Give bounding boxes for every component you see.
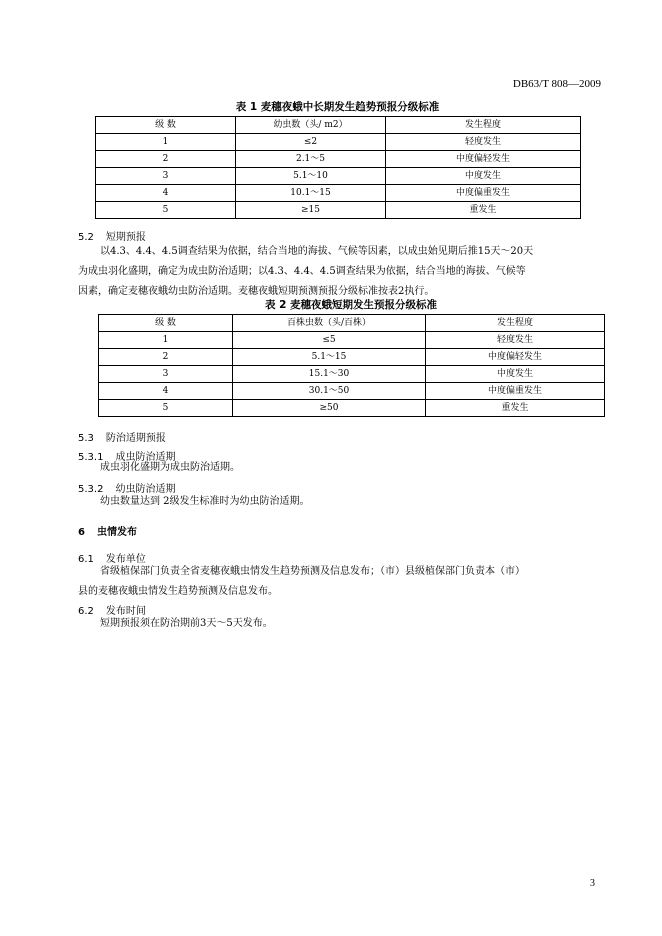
table-cell: 2 bbox=[96, 151, 236, 168]
table-cell: 中度偏轻发生 bbox=[386, 151, 581, 168]
table-cell: 30.1～50 bbox=[233, 383, 426, 400]
table-cell: ≥50 bbox=[233, 400, 426, 417]
table-cell: 1 bbox=[99, 332, 233, 349]
section-title: 成虫防治适期 bbox=[115, 452, 176, 463]
table-cell: 5.1～15 bbox=[233, 349, 426, 366]
table-cell: 中度偏重发生 bbox=[426, 383, 605, 400]
table-row bbox=[96, 185, 581, 202]
section-5-3-2-text: 幼虫数量达到 2级发生标准时为幼虫防治适期。 bbox=[100, 496, 310, 507]
paragraph-line: 县的麦穗夜蛾虫情发生趋势预测及信息发布。 bbox=[78, 586, 278, 597]
table-row bbox=[99, 383, 605, 400]
table-cell: 中度偏重发生 bbox=[386, 185, 581, 202]
section-number: 5.3.2 bbox=[78, 484, 104, 495]
table-cell: 4 bbox=[96, 185, 236, 202]
section-number: 5.3.1 bbox=[78, 452, 104, 463]
table-cell: 5 bbox=[99, 400, 233, 417]
table-cell: 重发生 bbox=[426, 400, 605, 417]
table-cell: 轻度发生 bbox=[386, 134, 581, 151]
section-5-3-1-text: 成虫羽化盛期为成虫防治适期。 bbox=[100, 462, 240, 473]
table-row bbox=[99, 332, 605, 349]
column-header: 幼虫数（头/ m2） bbox=[236, 117, 386, 134]
table-cell: 4 bbox=[99, 383, 233, 400]
table-cell: ≤2 bbox=[236, 134, 386, 151]
table-cell: 2.1～5 bbox=[236, 151, 386, 168]
section-title: 幼虫防治适期 bbox=[115, 484, 176, 495]
table-1-caption: 表 1 麦穗夜蛾中长期发生趋势预报分级标准 bbox=[235, 101, 440, 113]
section-6-heading bbox=[78, 523, 137, 538]
table-1 bbox=[95, 116, 581, 219]
table-cell: 5.1～10 bbox=[236, 168, 386, 185]
document-id: DB63/T 808—2009 bbox=[512, 78, 601, 90]
section-number: 6.1 bbox=[78, 554, 94, 565]
section-title: 虫情发布 bbox=[96, 527, 137, 538]
table-cell: 10.1～15 bbox=[236, 185, 386, 202]
column-header: 发生程度 bbox=[426, 315, 605, 332]
page-number: 3 bbox=[590, 878, 595, 889]
column-header: 百株虫数（头/百株） bbox=[233, 315, 426, 332]
table-header-row bbox=[99, 315, 605, 332]
table-row bbox=[96, 134, 581, 151]
section-title: 发布单位 bbox=[105, 554, 146, 565]
table-row bbox=[99, 400, 605, 417]
paragraph-line: 以4.3、4.4、4.5调查结果为依据，结合当地的海拔、气候等因素，以成虫始见期后推15天～20天 bbox=[100, 246, 534, 257]
table-cell: 中度发生 bbox=[386, 168, 581, 185]
table-row bbox=[99, 366, 605, 383]
table-row bbox=[99, 349, 605, 366]
section-5-2-paragraph bbox=[78, 242, 602, 302]
section-5-3-heading bbox=[78, 429, 166, 444]
table-cell: 2 bbox=[99, 349, 233, 366]
section-title: 防治适期预报 bbox=[105, 433, 166, 444]
section-number: 5.3 bbox=[78, 433, 94, 444]
section-6-2-text: 短期预报须在防治期前3天～5天发布。 bbox=[100, 618, 273, 629]
column-header: 级 数 bbox=[96, 117, 236, 134]
column-header: 发生程度 bbox=[386, 117, 581, 134]
paragraph-line: 因素，确定麦穗夜蛾幼虫防治适期。麦穗夜蛾短期预测预报分级标准按表2执行。 bbox=[78, 286, 435, 297]
section-5-2-heading bbox=[78, 228, 146, 243]
table-cell: 重发生 bbox=[386, 202, 581, 219]
table-cell: 1 bbox=[96, 134, 236, 151]
table-header-row bbox=[96, 117, 581, 134]
section-6-1-paragraph bbox=[78, 562, 602, 602]
section-number: 6.2 bbox=[78, 606, 94, 617]
table-cell: ≤5 bbox=[233, 332, 426, 349]
column-header: 级 数 bbox=[99, 315, 233, 332]
table-cell: ≥15 bbox=[236, 202, 386, 219]
paragraph-line: 省级植保部门负责全省麦穗夜蛾虫情发生趋势预测及信息发布；（市）县级植保部门负责本（市） bbox=[100, 566, 525, 577]
table-row bbox=[96, 151, 581, 168]
section-number: 5.2 bbox=[78, 232, 94, 243]
table-cell: 3 bbox=[96, 168, 236, 185]
table-cell: 15.1～30 bbox=[233, 366, 426, 383]
table-cell: 轻度发生 bbox=[426, 332, 605, 349]
table-cell: 中度发生 bbox=[426, 366, 605, 383]
section-title: 短期预报 bbox=[105, 232, 146, 243]
section-number: 6 bbox=[78, 527, 85, 538]
paragraph-line: 为成虫羽化盛期，确定为成虫防治适期；以4.3、4.4、4.5调查结果为依据，结合当地的海拔、气候等 bbox=[78, 266, 526, 277]
table-2 bbox=[98, 314, 605, 417]
table-row bbox=[96, 202, 581, 219]
section-title: 发布时间 bbox=[105, 606, 146, 617]
table-cell: 3 bbox=[99, 366, 233, 383]
table-cell: 中度偏轻发生 bbox=[426, 349, 605, 366]
table-2-caption: 表 2 麦穗夜蛾短期发生预报分级标准 bbox=[264, 299, 438, 311]
table-cell: 5 bbox=[96, 202, 236, 219]
table-row bbox=[96, 168, 581, 185]
